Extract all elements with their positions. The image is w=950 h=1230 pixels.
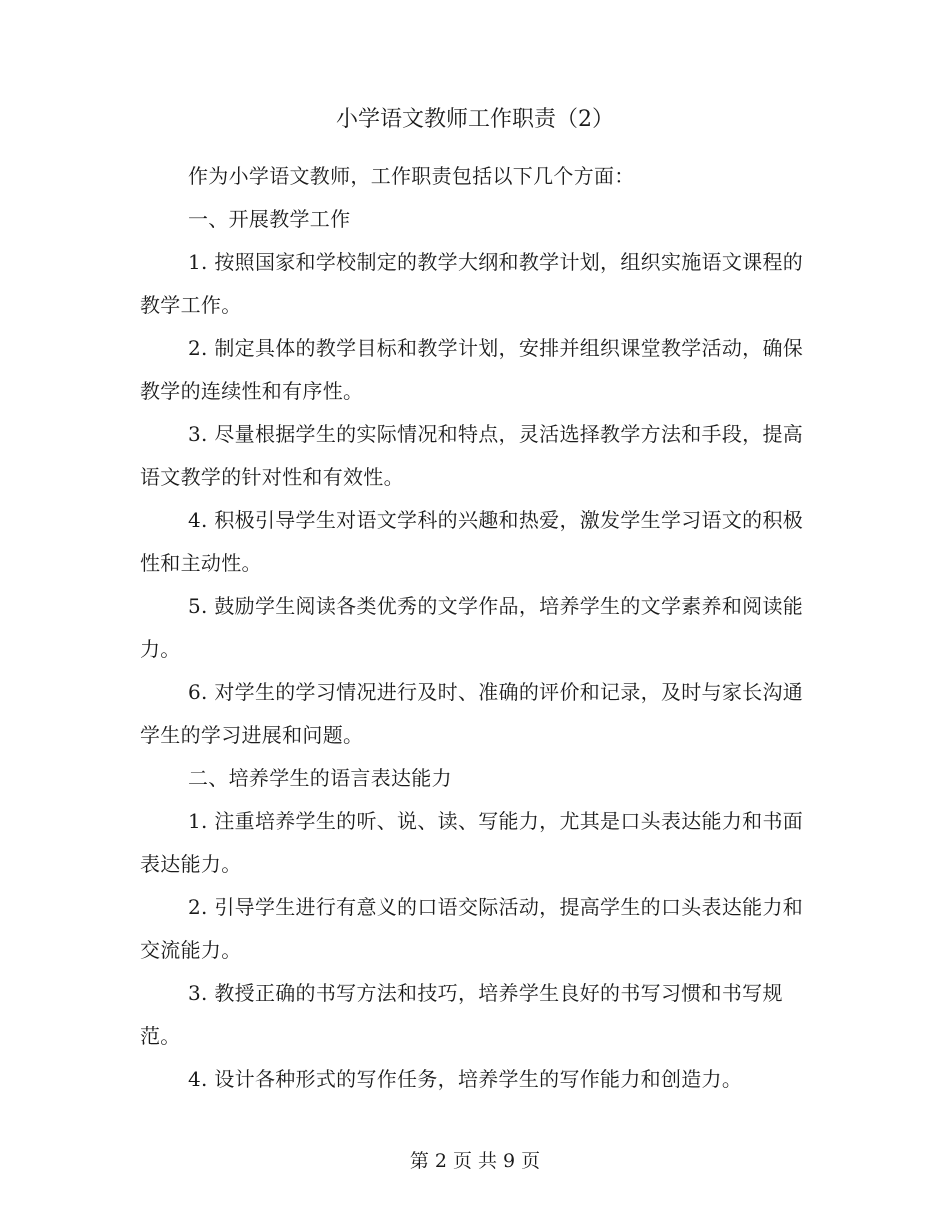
- document-body: [140, 155, 810, 1101]
- list-item: 3. 尽量根据学生的实际情况和特点，灵活选择教学方法和手段，提高语文教学的针对性和有效性。: [140, 422, 804, 489]
- page-number-footer: 第 2 页 共 9 页: [409, 1150, 541, 1172]
- intro-paragraph: 作为小学语文教师，工作职责包括以下几个方面：: [188, 164, 635, 188]
- list-item: 4. 设计各种形式的写作任务，培养学生的写作能力和创造力。: [188, 1067, 743, 1091]
- document-title: 小学语文教师工作职责（2）: [336, 107, 614, 132]
- list-item: 4. 积极引导学生对语文学科的兴趣和热爱，激发学生学习语文的积极性和主动性。: [140, 508, 804, 575]
- list-item: 6. 对学生的学习情况进行及时、准确的评价和记录，及时与家长沟通学生的学习进展和问题。: [140, 680, 804, 747]
- list-item: 2. 引导学生进行有意义的口语交际活动，提高学生的口头表达能力和交流能力。: [140, 895, 804, 962]
- section-heading-language: 二、培养学生的语言表达能力: [188, 766, 452, 790]
- list-item: 1. 按照国家和学校制定的教学大纲和教学计划，组织实施语文课程的教学工作。: [140, 250, 804, 317]
- list-item: 1. 注重培养学生的听、说、读、写能力，尤其是口头表达能力和书面表达能力。: [140, 809, 804, 876]
- section-heading-teaching: 一、开展教学工作: [188, 207, 351, 231]
- list-item: 2. 制定具体的教学目标和教学计划，安排并组织课堂教学活动，确保教学的连续性和有序性。: [140, 336, 804, 403]
- list-item: 5. 鼓励学生阅读各类优秀的文学作品，培养学生的文学素养和阅读能力。: [140, 594, 804, 661]
- list-item: 3. 教授正确的书写方法和技巧，培养学生良好的书写习惯和书写规范。: [140, 981, 783, 1048]
